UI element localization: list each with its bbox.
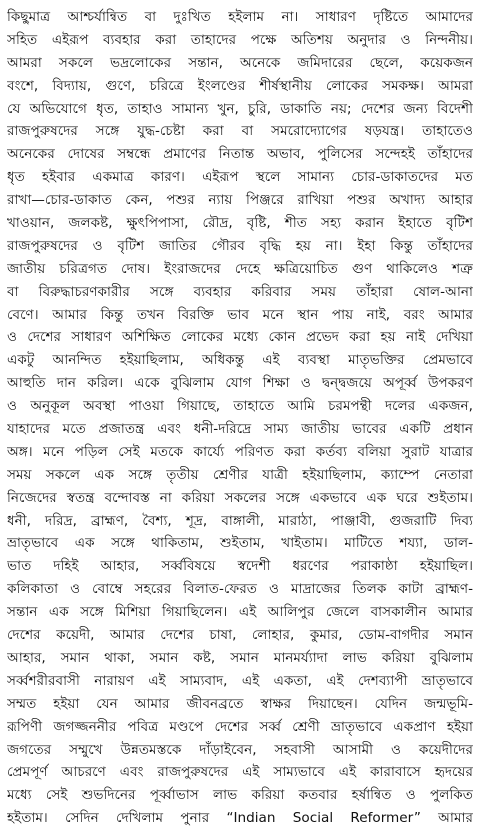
text-line: রাখা—চোর-ডাকাত কেন, পশুর ন্যায় পিঞ্জরে রাখিয়া পশুর অখাদ্য আহার	[7, 192, 473, 209]
text-line: যাহাদের মতে প্রজাতন্ত্র এবং ধনী-দরিদ্রে সাম্য জাতীয় ভাবের একটি প্রধান	[7, 421, 473, 438]
text-line: আহার, সমান থাকা, সমান কষ্ট, সমান মানমর্য্যাদা লাভ করিয়া বুঝিলাম	[7, 649, 473, 666]
text-line: সময় সকলে এক সঙ্গে তৃতীয় শ্রেণীর যাত্রী হইয়াছিলাম, ক্যাম্পে নেতারা	[7, 466, 473, 483]
text-line: রাজপুরুষদের সঙ্গে যুদ্ধ-চেষ্টা করা বা সমরোদ্যোগের ষড়যন্ত্র। তাহাতেও	[7, 123, 473, 140]
text-line: রূপিণী জগজ্জননীর পবিত্র মণ্ডপে দেশের সর্ব্ব শ্রেণী ভ্রাতৃভাবে একপ্রাণ হইয়া	[7, 718, 473, 735]
text-line: যে অভিযোগে ধৃত, তাহাও সামান্য খুন, চুরি, ডাকাতি নয়; দেশের জন্য বিদেশী	[7, 100, 473, 117]
text-line: ও অনুকূল অবস্থা পাওয়া গিয়াছে, তাহাতে আমি চরমপন্থী দলের একজন,	[7, 398, 473, 415]
text-line: কলিকাতা ও বোম্বে সহরের বিলাত-ফেরত ও মাদ্রাজের তিলক কাটা ব্রাহ্মণ-	[7, 581, 473, 598]
text-line: কিছুমাত্র আশ্চর্যান্বিত বা দুঃখিত হইলাম না। সাধারণ দৃষ্টিতে আমাদের	[7, 9, 473, 25]
text-line: সর্ব্বশরীরবাসী নারায়ণ এই সাম্যবাদ, এই একতা, এই দেশব্যাপী ভ্রাতৃভাবে	[7, 672, 473, 689]
text-line: মধ্যে সেই শুভদিনের পূর্ব্বাভাস লাভ করিয়া কতবার হর্ষান্বিত ও পুলকিত	[7, 787, 473, 804]
text-line: আমরা সকলে ভদ্রলোকের সন্তান, অনেকে জমিদারের ছেলে, কয়েকজন	[7, 54, 473, 71]
text-line: বেণে। আমার কিন্তু তখন বিরক্তি ভাব মনে স্থান পায় নাই, বরং আমার	[7, 306, 473, 323]
text-line: ভাত দহিই আহার, সর্ব্ববিষয়ে স্বদেশী ধরণের পরাকাষ্ঠা হইয়াছিল।	[7, 558, 473, 575]
text-line: ধৃত হইবার একমাত্র কারণ। এইরূপ স্থলে সামান্য চোর-ডাকাতদের মত	[7, 169, 473, 186]
text-line: প্রেমপূর্ণ আচরণে এবং রাজপুরুষদের এই সাম্যভাবে এই কারাবাসে হৃদয়ের	[7, 764, 473, 781]
text-line: ও দেশের সাধারণ অশিক্ষিত লোকের মধ্যে কোন প্রভেদ করা হয় নাই দেখিয়া	[7, 329, 473, 346]
text-line: আহুতি দান করিল। একে বুঝিলাম যোগ শিক্ষা ও দ্বন্দ্বজয়ে অপূর্ব্ব উপকরণ	[7, 375, 473, 392]
text-line: দেশের কয়েদী, আমার দেশের চাষা, লোহার, কুমার, ডোম-বাগদীর সমান	[7, 627, 473, 644]
text-line: ভ্রাতৃভাবে এক সঙ্গে থাকিতাম, শুইতাম, খাইতাম। মাটিতে শয্যা, ডাল-	[7, 535, 473, 552]
text-line: ধনী, দরিদ্র, ব্রাহ্মণ, বৈশ্য, শূদ্র, বাঙ্গালী, মারাঠা, পাঞ্জাবী, গুজরাটি দিব্য	[7, 512, 473, 529]
text-line: খাওয়ান, জলকষ্ট, ক্ষুৎপিপাসা, রৌদ্র, বৃষ্টি, শীত সহ্য করান ইহাতে বৃটিশ	[7, 215, 473, 232]
text-line: সহিত এইরূপ ব্যবহার করা তাহাদের পক্ষে অতিশয় অনুদার ও নিন্দনীয়।	[7, 31, 473, 48]
text-line: একটু আনন্দিত হইয়াছিলাম, অধিকন্তু এই ব্যবস্থা মাতৃভক্তির প্রেমভাবে	[7, 352, 473, 369]
text-line: রাজপুরুষদের ও বৃটিশ জাতির গৌরব বৃদ্ধি হয় না। ইহা কিন্তু তাঁহাদের	[7, 237, 473, 254]
text-line: হইতাম। সেদিন দেখিলাম পুনার “Indian Social Reformer” আমার	[7, 810, 473, 827]
text-line: সন্তান এক সঙ্গে মিশিয়া গিয়াছিলেন। এই আলিপুর জেলে বাসকালীন আমার	[7, 604, 473, 621]
text-line: নিজেদের স্বতন্ত্র বন্দোবস্ত না করিয়া সকলের সঙ্গে একভাবে এক ঘরে শুইতাম।	[7, 489, 473, 506]
text-line: জাতীয় চরিত্রগত দোষ। ইংরাজদের দেহে ক্ষত্রিয়োচিত গুণ থাকিলেও শত্রু	[7, 260, 473, 277]
text-line: বংশে, বিদ্যায়, গুণে, চরিত্রে ইংলণ্ডের শীর্ষস্থানীয় লোকের সমকক্ষ। আমরা	[7, 77, 473, 94]
text-line: সম্মত হইয়া যেন আমার জীবনব্রতে স্বাক্ষর দিয়াছেন। যেদিন জন্মভূমি-	[7, 695, 473, 712]
text-line: জগতের সম্মুখে উন্নতমস্তকে দাঁড়াইবেন, সহবাসী আসামী ও কয়েদীদের	[7, 741, 473, 758]
text-line: অনেকের দোষের সম্বন্ধে প্রমাণের নিতান্ত অভাব, পুলিসের সন্দেহই তাঁহাদের	[7, 146, 473, 163]
text-line: বা বিরুদ্ধাচরণকারীর সঙ্গে ব্যবহার করিবার সময় তাঁহারা ষোল-আনা	[7, 283, 473, 300]
text-line: অঙ্গ। মনে পড়িল সেই মতকে কার্য্যে পরিণত করা কর্তব্য বলিয়া সুরাট যাত্রার	[7, 443, 473, 460]
